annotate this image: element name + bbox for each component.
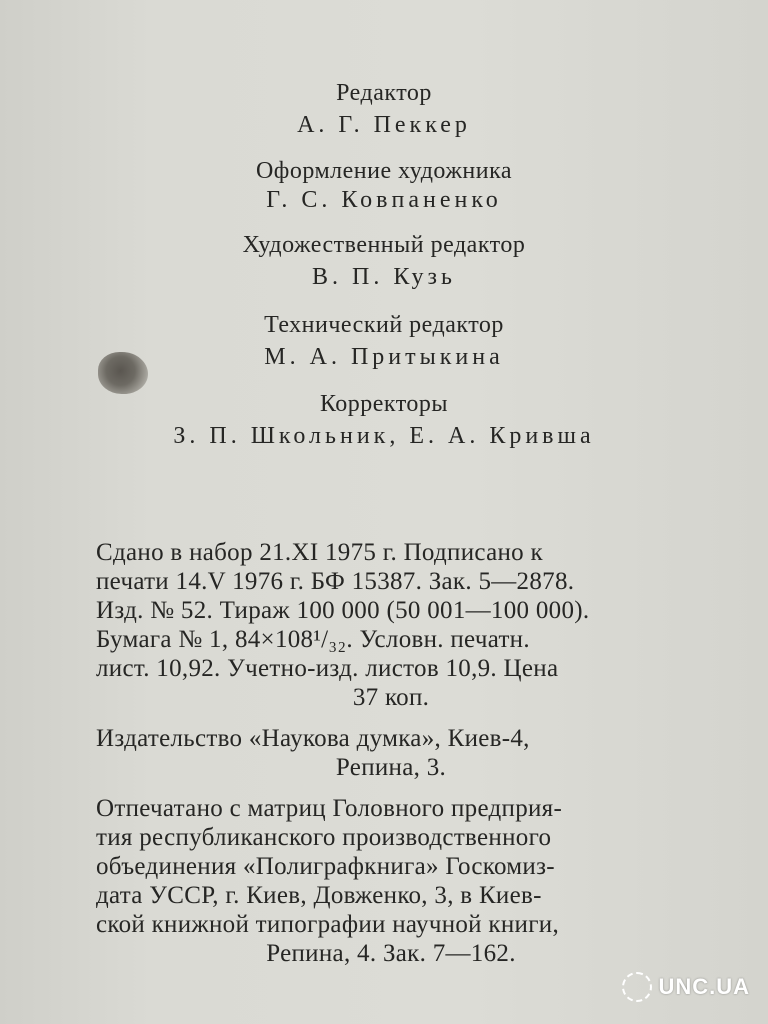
imprint-line: 37 коп. — [352, 684, 430, 711]
credit-person: В. П. Кузь — [312, 264, 456, 290]
ink-stain — [98, 352, 148, 394]
credit-role: Корректоры — [319, 391, 449, 417]
credit-role: Художественный редактор — [242, 232, 526, 258]
watermark-text: UNC.UA — [658, 974, 750, 999]
imprint-block — [96, 538, 686, 968]
printer-line: Отпечатано с матриц Головного предприя- — [96, 795, 563, 822]
credit-person: Г. С. Ковпаненко — [266, 187, 502, 213]
credit-role: Редактор — [336, 80, 432, 106]
printer-line: тия республиканского производственного — [96, 824, 552, 851]
imprint-line: печати 14.V 1976 г. БФ 15387. Зак. 5—2878. — [96, 568, 575, 595]
credit-person: М. А. Притыкина — [264, 344, 504, 370]
imprint-line: лист. 10,92. Учетно-изд. листов 10,9. Цена — [96, 655, 559, 682]
publisher-line: Репина, 3. — [335, 754, 447, 781]
credit-person: З. П. Школьник, Е. А. Кривша — [173, 423, 595, 449]
site-watermark — [622, 972, 750, 1002]
printer-line: объединения «Полиграфкнига» Госкомиз- — [96, 853, 555, 880]
sunburst-logo-icon — [622, 972, 652, 1002]
credit-person: А. Г. Пеккер — [297, 112, 471, 138]
publisher-line: Издательство «Наукова думка», Киев-4, — [96, 725, 530, 752]
printer-line: дата УССР, г. Киев, Довженко, 3, в Киев- — [96, 882, 542, 909]
imprint-line: Сдано в набор 21.XI 1975 г. Подписано к — [96, 539, 543, 566]
printer-line: Репина, 4. Зак. 7—162. — [266, 940, 516, 967]
imprint-line: Бумага № 1, 84×108¹/₃₂. Условн. печатн. — [96, 626, 530, 653]
credit-role: Технический редактор — [264, 312, 504, 338]
printer-line: ской книжной типографии научной книги, — [96, 911, 559, 938]
imprint-line: Изд. № 52. Тираж 100 000 (50 001—100 000). — [96, 597, 590, 624]
credit-role: Оформление художника — [255, 158, 513, 184]
